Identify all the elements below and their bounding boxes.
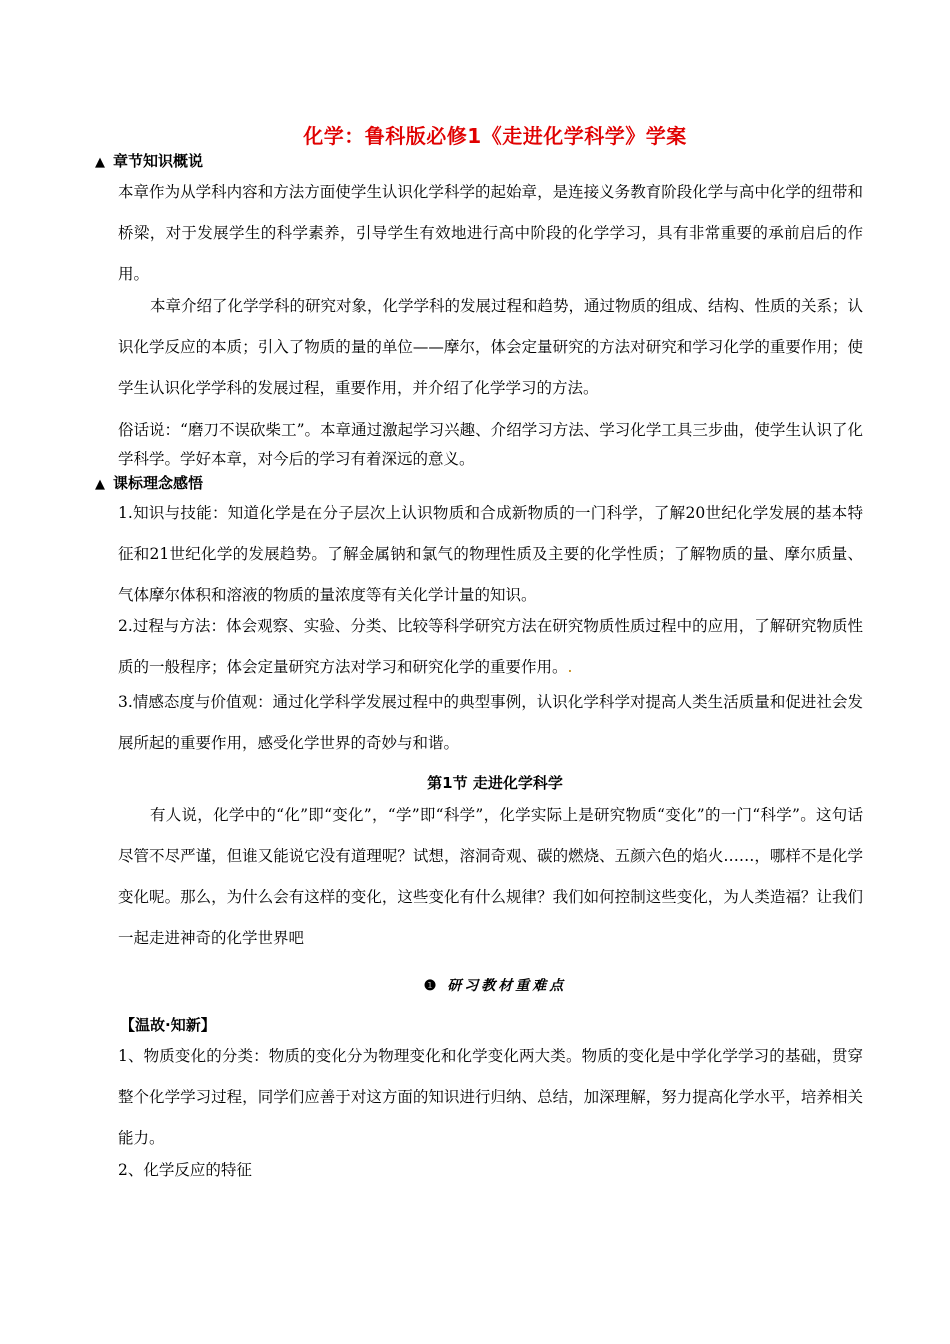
section-heading-label: 课标理念感悟 <box>113 474 204 492</box>
paragraph <box>118 1150 863 1191</box>
triangle-icon: ▲ <box>95 477 105 492</box>
paragraph <box>118 172 863 295</box>
section-heading-curriculum <box>95 472 203 493</box>
paragraph-text: 1.知识与技能：知道化学是在分子层次上认识物质和合成新物质的一门科学，了解20世纪化学发展的基本特征和21世纪化学的发展趋势。了解金属钠和氯气的物理性质及主要的化学性质；了解物质的量、摩尔质量、气体摩尔体积和溶液的物质的量浓度等有关化学计量的知识。 <box>118 504 863 604</box>
section-heading-overview <box>95 150 203 171</box>
stray-dot: . <box>567 658 573 676</box>
paragraph <box>118 606 863 688</box>
section-heading-label: 章节知识概说 <box>113 152 204 170</box>
paragraph <box>118 416 863 474</box>
paragraph-text: 俗话说：“磨刀不误砍柴工”。本章通过激起学习兴趣、介绍学习方法、学习化学工具三步曲，使学生认识了化学科学。学好本章，对今后的学习有着深远的意义。 <box>118 421 863 468</box>
document-title: 化学：鲁科版必修1《走进化学科学》学案 <box>303 124 687 148</box>
paragraph-text: 本章介绍了化学学科的研究对象，化学学科的发展过程和趋势，通过物质的组成、结构、性质的关系；认识化学反应的本质；引入了物质的量的单位——摩尔，体会定量研究的方法对研究和学习化学的重要作用；使学生认识化学学科的发展过程，重要作用，并介绍了化学学习的方法。 <box>118 297 864 397</box>
study-heading-label: 研习教材重难点 <box>447 978 567 994</box>
paragraph-text: 2.过程与方法：体会观察、实验、分类、比较等科学研究方法在研究物质性质过程中的应用，了解研究物质性质的一般程序；体会定量研究方法对学习和研究化学的重要作用。 <box>118 617 863 676</box>
paragraph <box>118 286 863 409</box>
paragraph-text: 有人说，化学中的“化”即“变化”，“学”即“科学”，化学实际上是研究物质“变化”的一门“科学”。这句话尽管不尽严谨，但谁又能说它没有道理呢？试想，溶洞奇观、碳的燃烧、五颜六色的焰火……，哪样不是化学变化呢。那么，为什么会有这样的变化，这些变化有什么规律？我们如何控制这些变化，为人类造福？让我们一起走进神奇的化学世界吧 <box>118 806 863 947</box>
study-heading <box>0 975 950 995</box>
paragraph <box>118 1036 863 1159</box>
paragraph-text: 本章作为从学科内容和方法方面使学生认识化学科学的起始章，是连接义务教育阶段化学与高中化学的纽带和桥梁，对于发展学生的科学素养，引导学生有效地进行高中阶段的化学学习，具有非常重要的承前启后的作用。 <box>118 183 863 283</box>
paragraph <box>118 493 863 616</box>
bracket-heading: 【温故·知新】 <box>120 1016 216 1034</box>
circled-number-icon: ❶ <box>423 978 440 994</box>
section-title: 第1节 走进化学科学 <box>427 774 563 792</box>
paragraph <box>118 682 863 764</box>
paragraph-text: 2、化学反应的特征 <box>118 1161 252 1179</box>
paragraph-text: 1、物质变化的分类：物质的变化分为物理变化和化学变化两大类。物质的变化是中学化学学习的基础，贯穿整个化学学习过程，同学们应善于对这方面的知识进行归纳、总结，加深理解，努力提高化学水平，培养相关能力。 <box>118 1047 863 1147</box>
paragraph-text: 3.情感态度与价值观：通过化学科学发展过程中的典型事例，认识化学科学对提高人类生活质量和促进社会发展所起的重要作用，感受化学世界的奇妙与和谐。 <box>118 693 863 752</box>
triangle-icon: ▲ <box>95 155 105 170</box>
paragraph <box>118 795 863 959</box>
